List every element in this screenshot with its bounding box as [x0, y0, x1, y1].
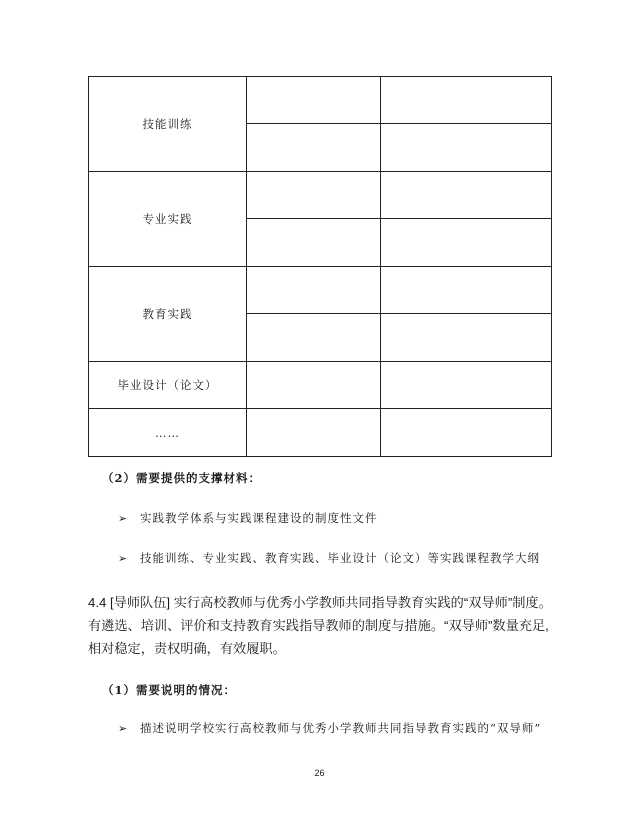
row-label-professional-practice: 专业实践	[89, 172, 247, 267]
standard-4-4-paragraph	[88, 591, 558, 660]
arrow-bullet-icon: ➢	[118, 512, 129, 525]
list-item	[118, 720, 541, 736]
list-item-text: 技能训练、专业实践、教育实践、毕业设计（论文）等实践课程教学大纲	[140, 551, 540, 565]
paragraph-line: 有遴选、培训、评价和支持教育实践指导教师的制度与措施。“双导师”数量充足,	[88, 618, 549, 633]
table-cell	[247, 124, 381, 172]
table-cell	[247, 172, 381, 219]
table-cell	[247, 314, 381, 362]
table-cell	[381, 77, 552, 124]
table-cell	[381, 362, 552, 409]
list-item-text: 描述说明学校实行高校教师与优秀小学教师共同指导教育实践的“双导师”	[140, 721, 542, 735]
table-cell	[247, 409, 381, 457]
table-cell	[247, 362, 381, 409]
page-number: 26	[314, 768, 325, 778]
table-cell	[381, 314, 552, 362]
situation-explain-heading: （1）需要说明的情况：	[102, 683, 237, 697]
list-item	[118, 510, 378, 526]
table-cell	[381, 219, 552, 267]
practice-course-table	[88, 76, 552, 457]
supporting-materials-heading: （2）需要提供的支撑材料：	[102, 471, 262, 485]
arrow-bullet-icon: ➢	[118, 552, 129, 565]
row-label-education-practice: 教育实践	[89, 267, 247, 362]
paragraph-line: 4.4 [导师队伍] 实行高校教师与优秀小学教师共同指导教育实践的“双导师”制度。	[88, 595, 552, 610]
row-label-ellipsis: ……	[89, 409, 247, 457]
list-item	[118, 550, 540, 566]
row-label-graduation-thesis: 毕业设计（论文）	[89, 362, 247, 409]
paragraph-line: 相对稳定，责权明确，有效履职。	[88, 641, 286, 656]
table-cell	[381, 124, 552, 172]
table-cell	[247, 267, 381, 314]
row-label-skill-training: 技能训练	[89, 77, 247, 172]
arrow-bullet-icon: ➢	[118, 722, 129, 735]
table-cell	[247, 77, 381, 124]
table-cell	[381, 267, 552, 314]
table-cell	[381, 409, 552, 457]
list-item-text: 实践教学体系与实践课程建设的制度性文件	[140, 511, 378, 525]
table-cell	[247, 219, 381, 267]
table-cell	[381, 172, 552, 219]
